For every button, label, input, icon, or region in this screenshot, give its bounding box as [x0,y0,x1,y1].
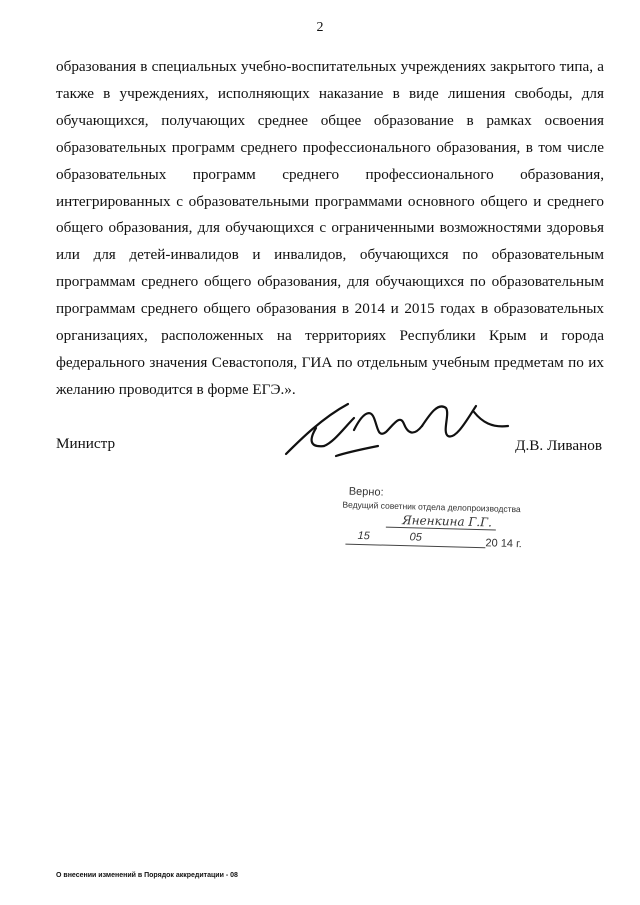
body-line: организациях, расположенных на территориях Республики Крым и города [56,327,604,345]
body-line: обучающихся, получающих среднее общее образование в рамках освоения [56,111,604,129]
body-line: или для детей-инвалидов и инвалидов, обучающихся по образовательным [56,246,604,264]
body-line: образовательных программ среднего профессионального образования, [56,165,604,183]
body-line: программам среднего общего образования в 2014 и 2015 годах в образовательных [56,300,604,318]
body-line: образовательных программ среднего профессионального образования, в том числе [56,138,604,156]
stamp-role: Ведущий советник отдела делопроизводства [342,499,521,515]
stamp-date [345,530,525,551]
stamp-date-year: 20 14 г. [485,537,522,551]
body-line: желанию проводится в форме ЕГЭ.». [56,380,296,398]
certification-stamp [341,486,533,561]
stamp-date-month: 05 [409,531,423,544]
body-line: федерального значения Севастополя, ГИА по отдельным учебным предметам по их [56,353,604,371]
signatory-title: Министр [56,435,116,452]
body-line: программам среднего общего образования, для обучающихся по образовательным [56,273,604,291]
body-text [56,54,604,404]
stamp-handwritten-name: Яненкина Г.Г. [401,513,493,530]
handwritten-signature [278,398,518,460]
body-line: интегрированных с образовательными программами основного общего и среднего [56,192,604,210]
stamp-verno: Верно: [348,485,384,499]
body-line: также в учреждениях, исполняющих наказание в виде лишения свободы, для [56,84,604,102]
stamp-date-day: 15 [357,529,371,543]
footer-text: О внесении изменений в Порядок аккредитации - 08 [56,872,238,879]
page-number: 2 [316,20,324,35]
body-line: образования в специальных учебно-воспитательных учреждениях закрытого типа, а [56,58,604,75]
signatory-name: Д.В. Ливанов [515,437,602,454]
body-line: общего образования, для обучающихся с ограниченными возможностями здоровья [56,219,604,237]
